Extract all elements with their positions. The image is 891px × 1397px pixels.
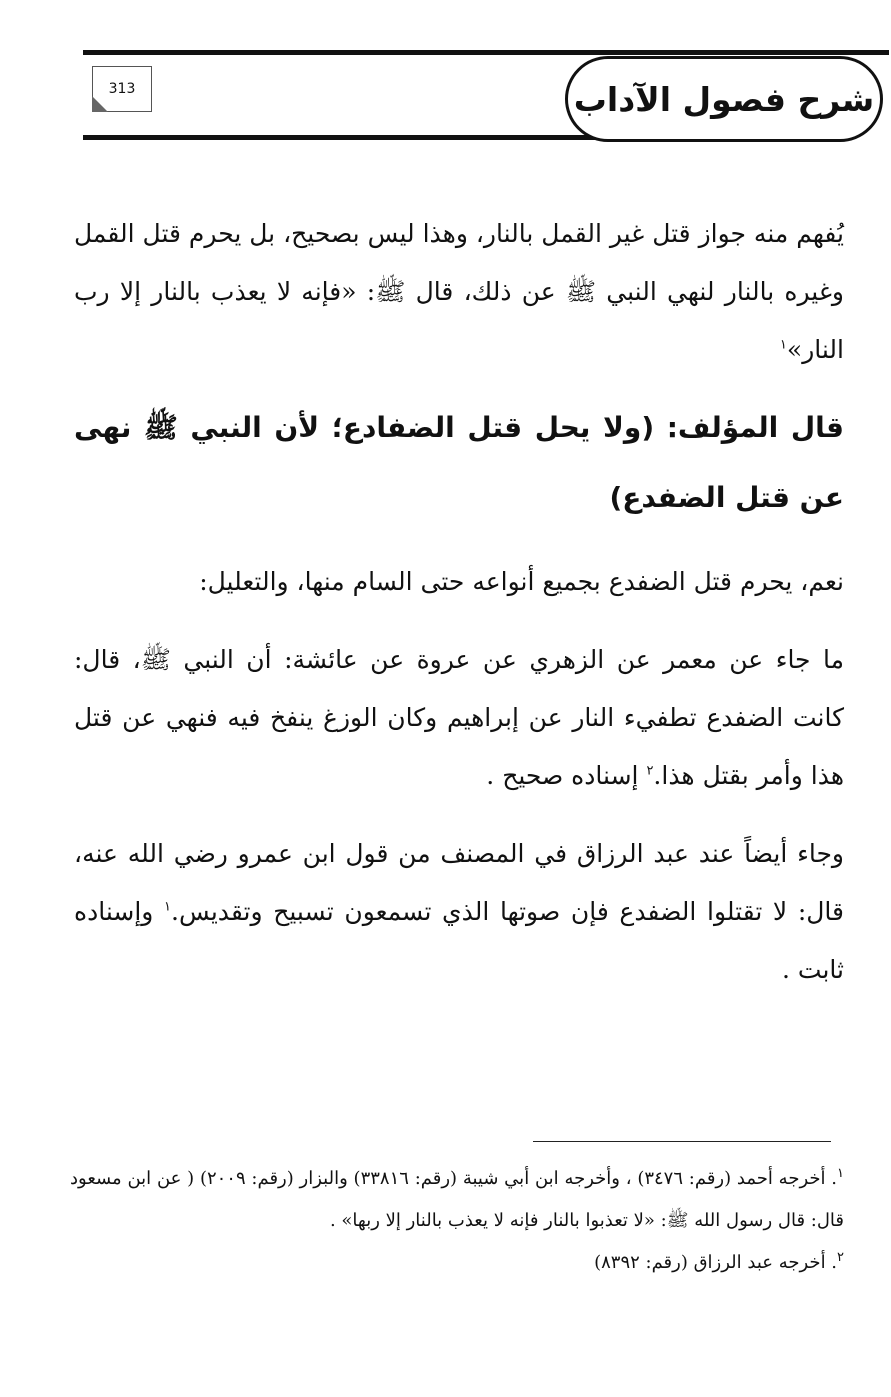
footnotes (70, 1158, 844, 1284)
book-title-frame (565, 56, 883, 142)
main-text (74, 205, 844, 999)
paragraph-5: وجاء أيضاً عند عبد الرزاق في المصنف من قول ابن عمرو رضي الله عنه، قال: لا تقتلوا الضفدع فإن صوتها الذي تسمعون تسبيح وتقديس.$^١$ وإسناده ثابت . (74, 839, 844, 984)
footnote-ref-2: ٢ (646, 763, 654, 779)
footnote-ref-3: ١ (164, 899, 171, 915)
footnote-1: $^١$. أخرجه أحمد (رقم: ٣٤٧٦) ، وأخرجه ابن أبي شيبة (رقم: ٣٣٨١٦) والبزار (رقم: ٢٠٠٩) ( عن ابن مسعود قال: قال رسول الله ﷺ: «لا تعذبوا بالنار فإنه لا يعذب بالنار إلا ربها» . (70, 1166, 844, 1231)
header-bottom-rule (83, 135, 643, 140)
paragraph-3: نعم، يحرم قتل الضفدع بجميع أنواعه حتى السام منها، والتعليل: (199, 567, 844, 596)
paragraph-1: يُفهم منه جواز قتل غير القمل بالنار، وهذا ليس بصحيح، بل يحرم قتل القمل وغيره بالنار لنهي النبي ﷺ عن ذلك، قال ﷺ: «فإنه لا يعذب بالنار إلا رب النار»$^١$ (74, 219, 844, 364)
footnote-2: $^٢$. أخرجه عبد الرزاق (رقم: ٨٣٩٢) (594, 1250, 844, 1273)
author-quote: قال المؤلف: (ولا يحل قتل الضفادع؛ لأن النبي ﷺ نهى عن قتل الضفدع) (74, 411, 844, 514)
footnote-ref-1: ١ (779, 337, 787, 353)
page-corner-fold-icon (92, 96, 108, 112)
footnote-divider (533, 1141, 831, 1142)
header-top-rule (83, 50, 889, 55)
book-title: شرح فصول الآداب (573, 79, 875, 119)
page-number: 313 (108, 81, 136, 97)
paragraph-4: ما جاء عن معمر عن الزهري عن عروة عن عائشة: أن النبي ﷺ، قال: كانت الضفدع تطفيء النار عن إبراهيم وكان الوزغ ينفخ فيه فنهي عن قتل هذا وأمر بقتل هذا.$^٢$ إسناده صحيح . (74, 645, 844, 790)
page-header (0, 0, 891, 160)
